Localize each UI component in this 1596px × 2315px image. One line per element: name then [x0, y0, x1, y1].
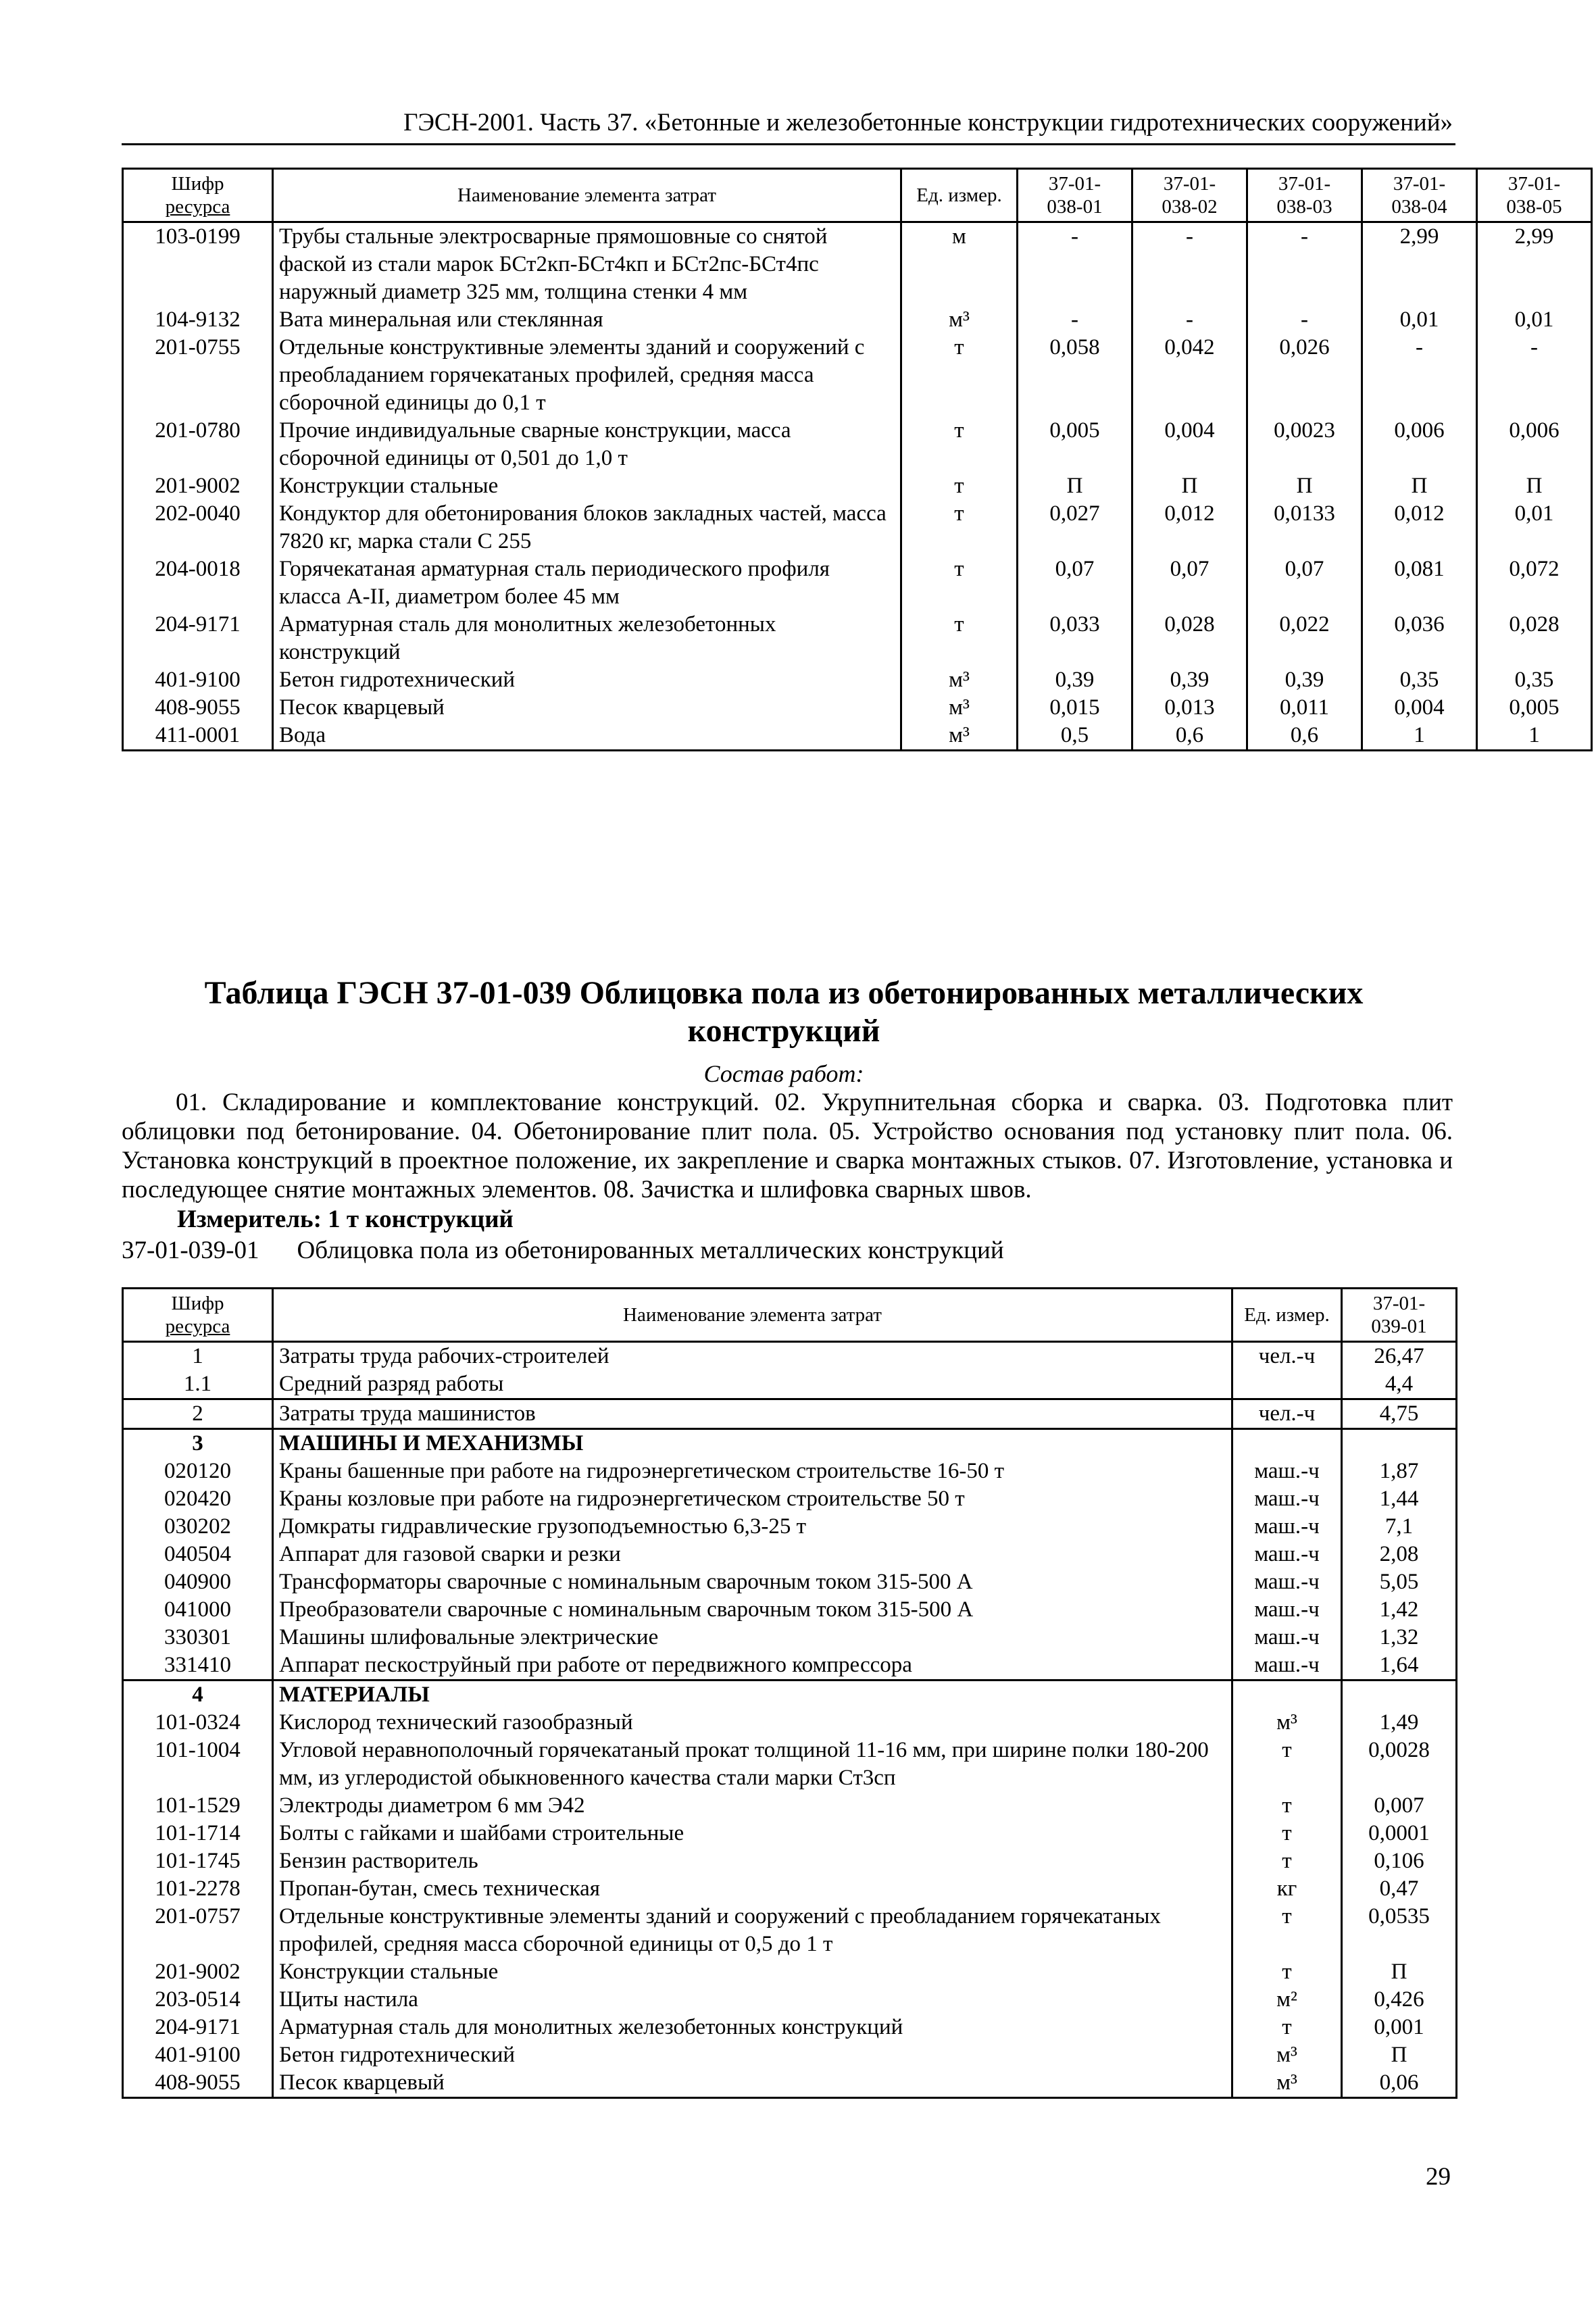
resource-name: Преобразователи сварочные с номинальным сварочным током 315-500 А [273, 1596, 1232, 1624]
table-row [123, 694, 1592, 722]
resource-code: 4 [123, 1681, 273, 1710]
resource-code: 3 [123, 1429, 273, 1458]
table-row [123, 1513, 1457, 1541]
resource-unit: т [901, 611, 1018, 666]
page-number: 29 [1426, 2163, 1451, 2191]
resource-code: 201-9002 [123, 1958, 273, 1986]
resource-value: 1,87 [1342, 1458, 1457, 1485]
resource-value-v2: П [1132, 472, 1247, 500]
resource-value: 4,4 [1342, 1370, 1457, 1399]
resource-table-039 [122, 1287, 1457, 2099]
resource-value: 1,44 [1342, 1485, 1457, 1513]
resource-value: 0,47 [1342, 1875, 1457, 1903]
resource-name: Конструкции стальные [273, 1958, 1232, 1986]
resource-value [1342, 1429, 1457, 1458]
resource-code: 408-9055 [123, 2069, 273, 2098]
resource-name: Щиты настила [273, 1986, 1232, 2014]
resource-value-v4: 0,012 [1362, 500, 1477, 555]
col-header-code: Шифр ресурса [123, 1289, 273, 1342]
resource-value-v3: 0,07 [1247, 555, 1362, 611]
resource-value-v2: 0,028 [1132, 611, 1247, 666]
resource-value-v4: 0,004 [1362, 694, 1477, 722]
resource-value: 4,75 [1342, 1399, 1457, 1429]
resource-name: Прочие индивидуальные сварные конструкции, масса сборочной единицы от 0,501 до 1,0 т [273, 417, 901, 472]
resource-name: Вода [273, 722, 901, 751]
col-header-v2: 37-01- 038-02 [1132, 169, 1247, 222]
resource-name: МАТЕРИАЛЫ [273, 1681, 1232, 1710]
resource-name: Арматурная сталь для монолитных железобетонных конструкций [273, 2014, 1232, 2041]
resource-value-v3: 0,39 [1247, 666, 1362, 694]
resource-value: 0,007 [1342, 1792, 1457, 1820]
resource-name: Бетон гидротехнический [273, 2041, 1232, 2069]
resource-value-v4: 0,036 [1362, 611, 1477, 666]
resource-value: 1,32 [1342, 1624, 1457, 1651]
running-header: ГЭСН-2001. Часть 37. «Бетонные и железобетонные конструкции гидротехнических сооружений» [403, 109, 1453, 136]
resource-code: 201-0757 [123, 1903, 273, 1958]
resource-unit: м³ [1232, 1709, 1342, 1737]
resource-name: Трубы стальные электросварные прямошовные со снятой фаской из стали марок БСт2кп-БСт4кп и БСт2пс-БСт4пс наружный диаметр 325 мм, толщина стенки 4 мм [273, 222, 901, 307]
col-header-code: Шифр ресурса [123, 169, 273, 222]
resource-code: 204-0018 [123, 555, 273, 611]
resource-value-v5: 0,072 [1477, 555, 1592, 611]
resource-unit: м³ [901, 722, 1018, 751]
resource-value: 0,106 [1342, 1847, 1457, 1875]
col-header-name: Наименование элемента затрат [273, 1289, 1232, 1342]
resource-code: 401-9100 [123, 666, 273, 694]
resource-unit: м² [1232, 1986, 1342, 2014]
table-row [123, 500, 1592, 555]
resource-value-v3: - [1247, 222, 1362, 307]
resource-unit [1232, 1370, 1342, 1399]
table-row [123, 2014, 1457, 2041]
resource-value-v3: 0,011 [1247, 694, 1362, 722]
resource-value-v5: 1 [1477, 722, 1592, 751]
resource-value-v4: - [1362, 334, 1477, 417]
resource-value-v3: П [1247, 472, 1362, 500]
col-header-name: Наименование элемента затрат [273, 169, 901, 222]
resource-name: Песок кварцевый [273, 694, 901, 722]
resource-value-v1: 0,005 [1018, 417, 1132, 472]
table-row [123, 1792, 1457, 1820]
table-row [123, 222, 1592, 307]
resource-value-v1: П [1018, 472, 1132, 500]
resource-name: Средний разряд работы [273, 1370, 1232, 1399]
resource-value [1342, 1681, 1457, 1710]
table-body [123, 222, 1592, 751]
col-header-unit: Ед. измер. [901, 169, 1018, 222]
resource-unit: т [1232, 2014, 1342, 2041]
resource-value: П [1342, 1958, 1457, 1986]
resource-unit: м³ [1232, 2041, 1342, 2069]
col-header-v5: 37-01- 038-05 [1477, 169, 1592, 222]
table-row [123, 1541, 1457, 1568]
resource-value-v1: 0,07 [1018, 555, 1132, 611]
resource-unit: маш.-ч [1232, 1458, 1342, 1485]
resource-name: Домкраты гидравлические грузоподъемностью 6,3-25 т [273, 1513, 1232, 1541]
resource-name: Пропан-бутан, смесь техническая [273, 1875, 1232, 1903]
resource-name: Машины шлифовальные электрические [273, 1624, 1232, 1651]
resource-value-v5: 2,99 [1477, 222, 1592, 307]
resource-value-v2: - [1132, 222, 1247, 307]
resource-name: Трансформаторы сварочные с номинальным сварочным током 315-500 А [273, 1568, 1232, 1596]
col-header-unit: Ед. измер. [1232, 1289, 1342, 1342]
resource-value-v2: 0,39 [1132, 666, 1247, 694]
resource-value-v3: - [1247, 306, 1362, 334]
resource-value-v5: 0,01 [1477, 306, 1592, 334]
resource-value: 0,0001 [1342, 1820, 1457, 1847]
resource-value-v5: 0,01 [1477, 500, 1592, 555]
resource-unit: т [1232, 1958, 1342, 1986]
resource-value-v2: 0,004 [1132, 417, 1247, 472]
resource-code: 201-0755 [123, 334, 273, 417]
resource-value: 0,0535 [1342, 1903, 1457, 1958]
resource-value-v1: 0,058 [1018, 334, 1132, 417]
resource-value: 1,64 [1342, 1651, 1457, 1681]
resource-unit: т [1232, 1792, 1342, 1820]
resource-code: 101-1714 [123, 1820, 273, 1847]
table-row [123, 1709, 1457, 1737]
resource-name: Песок кварцевый [273, 2069, 1232, 2098]
resource-value-v4: 0,006 [1362, 417, 1477, 472]
resource-code: 331410 [123, 1651, 273, 1681]
norm-heading [122, 1236, 1004, 1265]
resource-unit: маш.-ч [1232, 1485, 1342, 1513]
resource-value-v1: - [1018, 306, 1132, 334]
table-row [123, 1737, 1457, 1792]
resource-code: 040900 [123, 1568, 273, 1596]
resource-code: 020120 [123, 1458, 273, 1485]
resource-code: 330301 [123, 1624, 273, 1651]
table-row [123, 555, 1592, 611]
resource-value-v5: - [1477, 334, 1592, 417]
resource-unit: т [901, 334, 1018, 417]
resource-value-v3: 0,022 [1247, 611, 1362, 666]
resource-unit: маш.-ч [1232, 1596, 1342, 1624]
table-row [123, 1958, 1457, 1986]
resource-name: Горячекатаная арматурная сталь периодического профиля класса А-II, диаметром более 45 мм [273, 555, 901, 611]
resource-unit [1232, 1681, 1342, 1710]
table-header-row [123, 1289, 1457, 1342]
resource-value-v1: - [1018, 222, 1132, 307]
resource-code: 101-0324 [123, 1709, 273, 1737]
resource-code: 201-9002 [123, 472, 273, 500]
resource-value-v2: - [1132, 306, 1247, 334]
table-header-row [123, 169, 1592, 222]
resource-name: Угловой неравнополочный горячекатаный прокат толщиной 11-16 мм, при ширине полки 180-200 мм, из углеродистой обыкновенного качества стали марки Ст3сп [273, 1737, 1232, 1792]
table-row [123, 1681, 1457, 1710]
resource-value-v4: П [1362, 472, 1477, 500]
table-row [123, 1820, 1457, 1847]
resource-unit: чел.-ч [1232, 1399, 1342, 1429]
resource-value-v1: 0,027 [1018, 500, 1132, 555]
resource-code: 030202 [123, 1513, 273, 1541]
resource-value: 26,47 [1342, 1342, 1457, 1371]
resource-value: 5,05 [1342, 1568, 1457, 1596]
table-row [123, 1370, 1457, 1399]
resource-name: Арматурная сталь для монолитных железобетонных конструкций [273, 611, 901, 666]
resource-value-v5: 0,006 [1477, 417, 1592, 472]
table-row [123, 666, 1592, 694]
resource-unit [1232, 1429, 1342, 1458]
resource-code: 401-9100 [123, 2041, 273, 2069]
resource-code: 204-9171 [123, 611, 273, 666]
resource-value-v4: 1 [1362, 722, 1477, 751]
resource-code: 101-2278 [123, 1875, 273, 1903]
table-row [123, 2041, 1457, 2069]
resource-code: 103-0199 [123, 222, 273, 307]
table-row [123, 417, 1592, 472]
table-row [123, 1624, 1457, 1651]
resource-unit: т [1232, 1903, 1342, 1958]
resource-value-v2: 0,6 [1132, 722, 1247, 751]
table-row [123, 2069, 1457, 2098]
resource-code: 408-9055 [123, 694, 273, 722]
resource-value-v2: 0,013 [1132, 694, 1247, 722]
measure-unit: Измеритель: 1 т конструкций [177, 1205, 514, 1233]
resource-name: Болты с гайками и шайбами строительные [273, 1820, 1232, 1847]
resource-name: Аппарат для газовой сварки и резки [273, 1541, 1232, 1568]
resource-code: 101-1004 [123, 1737, 273, 1792]
table-row [123, 1651, 1457, 1681]
resource-code: 020420 [123, 1485, 273, 1513]
resource-value-v1: 0,033 [1018, 611, 1132, 666]
table-row [123, 1458, 1457, 1485]
resource-value: 0,0028 [1342, 1737, 1457, 1792]
resource-value: 0,001 [1342, 2014, 1457, 2041]
resource-code: 203-0514 [123, 1986, 273, 2014]
resource-unit: м³ [901, 306, 1018, 334]
resource-name: Затраты труда рабочих-строителей [273, 1342, 1232, 1371]
table-title: Таблица ГЭСН 37-01-039 Облицовка пола из обетонированных металлических конструкций [204, 975, 1364, 1049]
resource-name: Краны башенные при работе на гидроэнергетическом строительстве 16-50 т [273, 1458, 1232, 1485]
resource-name: Конструкции стальные [273, 472, 901, 500]
resource-unit: т [1232, 1737, 1342, 1792]
col-header-v1: 37-01- 038-01 [1018, 169, 1132, 222]
resource-table-038 [122, 168, 1593, 751]
table-row [123, 611, 1592, 666]
resource-value-v1: 0,39 [1018, 666, 1132, 694]
resource-code: 1.1 [123, 1370, 273, 1399]
resource-code: 040504 [123, 1541, 273, 1568]
resource-value-v3: 0,0023 [1247, 417, 1362, 472]
resource-code: 201-0780 [123, 417, 273, 472]
table-body [123, 1342, 1457, 2098]
resource-code: 2 [123, 1399, 273, 1429]
resource-value: 7,1 [1342, 1513, 1457, 1541]
resource-code: 411-0001 [123, 722, 273, 751]
table-row [123, 1485, 1457, 1513]
resource-unit: чел.-ч [1232, 1342, 1342, 1371]
resource-unit: м [901, 222, 1018, 307]
header-rule [122, 143, 1455, 145]
col-header-v3: 37-01- 038-03 [1247, 169, 1362, 222]
resource-code: 041000 [123, 1596, 273, 1624]
resource-value-v4: 2,99 [1362, 222, 1477, 307]
resource-code: 202-0040 [123, 500, 273, 555]
resource-value-v5: 0,005 [1477, 694, 1592, 722]
resource-value: П [1342, 2041, 1457, 2069]
resource-unit: т [1232, 1820, 1342, 1847]
col-header-v4: 37-01- 038-04 [1362, 169, 1477, 222]
norm-code: 37-01-039-01 [122, 1237, 259, 1264]
resource-value-v4: 0,01 [1362, 306, 1477, 334]
resource-value: 2,08 [1342, 1541, 1457, 1568]
resource-name: Отдельные конструктивные элементы зданий и сооружений с преобладанием горячекатаных профилей, средняя масса сборочной единицы от 0,5 до 1 т [273, 1903, 1232, 1958]
resource-unit: маш.-ч [1232, 1651, 1342, 1681]
resource-value-v5: П [1477, 472, 1592, 500]
table-row [123, 1847, 1457, 1875]
resource-name: МАШИНЫ И МЕХАНИЗМЫ [273, 1429, 1232, 1458]
table-row [123, 1875, 1457, 1903]
resource-unit: м³ [901, 694, 1018, 722]
table-row [123, 1429, 1457, 1458]
resource-value: 0,426 [1342, 1986, 1457, 2014]
resource-value-v4: 0,081 [1362, 555, 1477, 611]
resource-name: Вата минеральная или стеклянная [273, 306, 901, 334]
resource-value-v2: 0,042 [1132, 334, 1247, 417]
table-row [123, 472, 1592, 500]
table-row [123, 306, 1592, 334]
resource-value-v3: 0,0133 [1247, 500, 1362, 555]
resource-unit: кг [1232, 1875, 1342, 1903]
resource-unit: м³ [1232, 2069, 1342, 2098]
resource-code: 204-9171 [123, 2014, 273, 2041]
works-composition-text: 01. Складирование и комплектование конструкций. 02. Укрупнительная сборка и сварка. 03. Подготовка плит облицовки под бетонирование. 04. Обетонирование плит пола. 05. Устройство основания под установку плит пола. 06. Установка конструкций в проектное положение, их закрепление и сварка монтажных стыков. 07. Изготовление, установка и последующее снятие монтажных элементов. 08. Зачистка и шлифовка сварных швов. [122, 1089, 1453, 1203]
resource-name: Краны козловые при работе на гидроэнергетическом строительстве 50 т [273, 1485, 1232, 1513]
resource-unit: маш.-ч [1232, 1541, 1342, 1568]
resource-value-v3: 0,6 [1247, 722, 1362, 751]
resource-name: Кондуктор для обетонирования блоков закладных частей, масса 7820 кг, марка стали С 255 [273, 500, 901, 555]
works-composition-label: Состав работ: [703, 1060, 864, 1087]
table-row [123, 1986, 1457, 2014]
resource-value: 1,49 [1342, 1709, 1457, 1737]
resource-code: 101-1529 [123, 1792, 273, 1820]
resource-value-v2: 0,012 [1132, 500, 1247, 555]
resource-unit: т [1232, 1847, 1342, 1875]
resource-value-v2: 0,07 [1132, 555, 1247, 611]
resource-code: 101-1745 [123, 1847, 273, 1875]
resource-name: Затраты труда машинистов [273, 1399, 1232, 1429]
resource-name: Аппарат пескоструйный при работе от передвижного компрессора [273, 1651, 1232, 1681]
table-row [123, 722, 1592, 751]
table-row [123, 1596, 1457, 1624]
norm-name: Облицовка пола из обетонированных металлических конструкций [297, 1237, 1004, 1264]
resource-unit: т [901, 472, 1018, 500]
resource-name: Электроды диаметром 6 мм Э42 [273, 1792, 1232, 1820]
resource-unit: т [901, 500, 1018, 555]
resource-value: 1,42 [1342, 1596, 1457, 1624]
table-row [123, 1903, 1457, 1958]
resource-code: 104-9132 [123, 306, 273, 334]
resource-value-v1: 0,5 [1018, 722, 1132, 751]
resource-name: Кислород технический газообразный [273, 1709, 1232, 1737]
resource-unit: м³ [901, 666, 1018, 694]
resource-value: 0,06 [1342, 2069, 1457, 2098]
resource-value-v5: 0,35 [1477, 666, 1592, 694]
resource-value-v4: 0,35 [1362, 666, 1477, 694]
resource-unit: маш.-ч [1232, 1624, 1342, 1651]
resource-unit: маш.-ч [1232, 1568, 1342, 1596]
resource-unit: т [901, 417, 1018, 472]
resource-value-v5: 0,028 [1477, 611, 1592, 666]
table-row [123, 334, 1592, 417]
resource-name: Бетон гидротехнический [273, 666, 901, 694]
resource-unit: т [901, 555, 1018, 611]
col-header-value: 37-01- 039-01 [1342, 1289, 1457, 1342]
resource-value-v3: 0,026 [1247, 334, 1362, 417]
table-row [123, 1568, 1457, 1596]
resource-unit: маш.-ч [1232, 1513, 1342, 1541]
resource-code: 1 [123, 1342, 273, 1371]
resource-value-v1: 0,015 [1018, 694, 1132, 722]
resource-name: Отдельные конструктивные элементы зданий и сооружений с преобладанием горячекатаных профилей, средняя масса сборочной единицы до 0,1 т [273, 334, 901, 417]
resource-name: Бензин растворитель [273, 1847, 1232, 1875]
table-row [123, 1342, 1457, 1371]
table-row [123, 1399, 1457, 1429]
